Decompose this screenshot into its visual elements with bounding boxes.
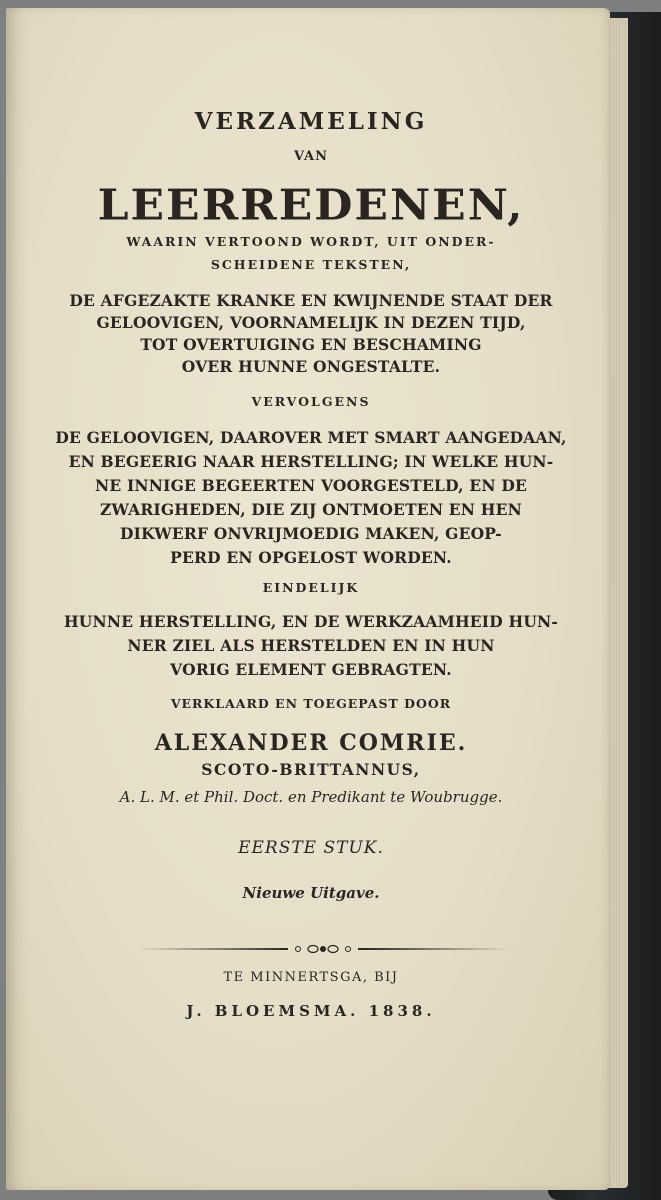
subtitle-line: TOT OVERTUIGING EN BESCHAMING (140, 335, 482, 354)
edition-label: Nieuwe Uitgave. (242, 884, 380, 902)
author-name: ALEXANDER COMRIE. (154, 730, 468, 756)
heading-vervolgens: VERVOLGENS (251, 394, 371, 409)
explained-by: VERKLAARD EN TOEGEPAST DOOR (170, 696, 452, 711)
author-origin: SCOTO-BRITTANNUS, (201, 760, 421, 779)
vervolgens-line: DIKWERF ONVRIJMOEDIG MAKEN, GEOP- (120, 524, 502, 543)
subtitle-line: GELOOVIGEN, VOORNAMELIJK IN DEZEN TIJD, (96, 313, 526, 332)
eindelijk-line: NER ZIEL ALS HERSTELDEN EN IN HUN (127, 636, 495, 655)
subtitle-line: OVER HUNNE ONGESTALTE. (181, 357, 441, 376)
vervolgens-line: DE GELOOVIGEN, DAAROVER MET SMART AANGEDAAN, (55, 428, 567, 447)
ornamental-rule (138, 944, 508, 954)
heading-eindelijk: EINDELIJK (262, 580, 360, 595)
imprint-place: TE MINNERTSGA, BIJ (223, 970, 399, 985)
subtitle-line: WAARIN VERTOOND WORDT, UIT ONDER- (126, 234, 496, 249)
author-titles: A. L. M. et Phil. Doct. en Predikant te Woubrugge. (119, 788, 503, 806)
subtitle-line: SCHEIDENE TEKSTEN, (210, 257, 412, 272)
subtitle-line: DE AFGEZAKTE KRANKE EN KWIJNENDE STAAT DER (69, 291, 553, 310)
title-line-1: VERZAMELING (194, 108, 428, 135)
main-title: LEERREDENEN, (97, 181, 525, 230)
vervolgens-line: NE INNIGE BEGEERTEN VOORGESTELD, EN DE (94, 476, 527, 495)
eindelijk-line: VORIG ELEMENT GEBRAGTEN. (170, 660, 452, 679)
part-label: EERSTE STUK. (238, 838, 384, 858)
imprint-publisher: J. BLOEMSMA. 1838. (186, 1002, 436, 1020)
title-page (6, 8, 610, 1190)
vervolgens-line: EN BEGEERIG NAAR HERSTELLING; IN WELKE HUN- (68, 452, 554, 471)
eindelijk-line: HUNNE HERSTELLING, EN DE WERKZAAMHEID HUN- (63, 612, 559, 631)
vervolgens-line: PERD EN OPGELOST WORDEN. (170, 548, 452, 567)
vervolgens-line: ZWARIGHEDEN, DIE ZIJ ONTMOETEN EN HEN (99, 500, 522, 519)
title-line-2: VAN (293, 149, 329, 164)
